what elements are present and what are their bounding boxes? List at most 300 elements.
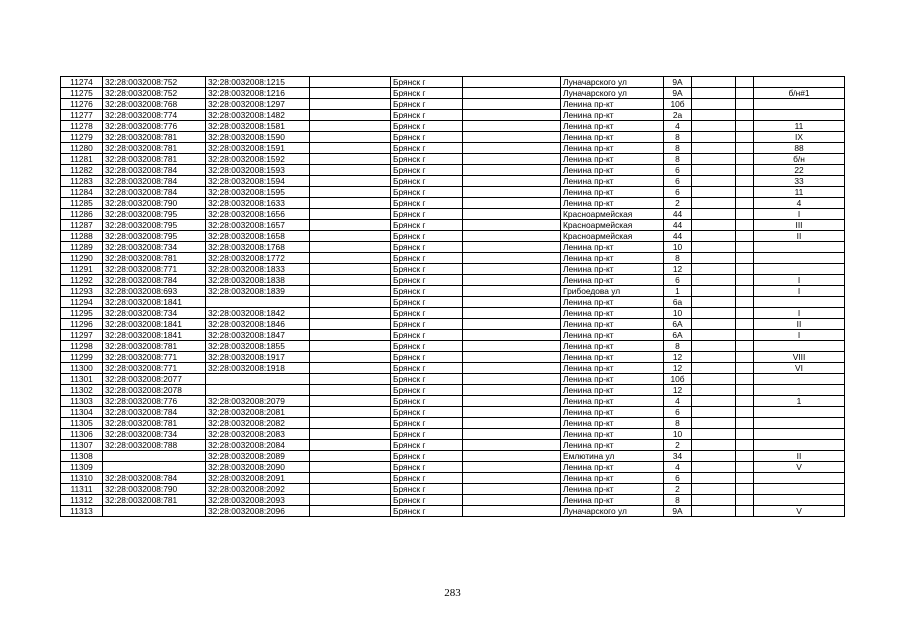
empty-cell	[736, 462, 754, 473]
empty-cell	[463, 429, 561, 440]
empty-cell	[692, 451, 736, 462]
empty-cell	[463, 451, 561, 462]
cadastral-number-cell: 32:28:0032008:1581	[206, 121, 310, 132]
record-number-cell: 11285	[61, 198, 103, 209]
street-cell: Ленина пр-кт	[561, 121, 664, 132]
premises-number-cell: 33	[754, 176, 845, 187]
cadastral-number-cell: 32:28:0032008:1656	[206, 209, 310, 220]
city-cell: Брянск г	[391, 374, 463, 385]
table-row	[61, 484, 845, 495]
cadastral-parent-cell: 32:28:0032008:784	[103, 165, 206, 176]
empty-cell	[310, 484, 391, 495]
record-number-cell: 11311	[61, 484, 103, 495]
empty-cell	[463, 187, 561, 198]
house-number-cell: 9А	[664, 88, 692, 99]
cadastral-number-cell: 32:28:0032008:2082	[206, 418, 310, 429]
record-number-cell: 11304	[61, 407, 103, 418]
cadastral-number-cell	[206, 374, 310, 385]
cadastral-number-cell: 32:28:0032008:1768	[206, 242, 310, 253]
table-row	[61, 473, 845, 484]
empty-cell	[736, 88, 754, 99]
empty-cell	[692, 176, 736, 187]
street-cell: Ленина пр-кт	[561, 110, 664, 121]
street-cell: Ленина пр-кт	[561, 253, 664, 264]
premises-number-cell: II	[754, 319, 845, 330]
street-cell: Ленина пр-кт	[561, 99, 664, 110]
street-cell: Емлютина ул	[561, 451, 664, 462]
empty-cell	[463, 484, 561, 495]
record-number-cell: 11284	[61, 187, 103, 198]
premises-number-cell	[754, 242, 845, 253]
city-cell: Брянск г	[391, 143, 463, 154]
cadastral-number-cell: 32:28:0032008:2081	[206, 407, 310, 418]
table-row	[61, 363, 845, 374]
empty-cell	[736, 297, 754, 308]
empty-cell	[310, 341, 391, 352]
city-cell: Брянск г	[391, 429, 463, 440]
cadastral-number-cell: 32:28:0032008:2089	[206, 451, 310, 462]
table-row	[61, 121, 845, 132]
record-number-cell: 11277	[61, 110, 103, 121]
empty-cell	[463, 143, 561, 154]
record-number-cell: 11307	[61, 440, 103, 451]
page-number: 283	[444, 587, 461, 599]
cadastral-parent-cell: 32:28:0032008:788	[103, 440, 206, 451]
empty-cell	[310, 187, 391, 198]
cadastral-parent-cell: 32:28:0032008:795	[103, 231, 206, 242]
house-number-cell: 44	[664, 209, 692, 220]
premises-number-cell: I	[754, 286, 845, 297]
street-cell: Ленина пр-кт	[561, 143, 664, 154]
house-number-cell: 4	[664, 462, 692, 473]
empty-cell	[736, 308, 754, 319]
record-number-cell: 11298	[61, 341, 103, 352]
empty-cell	[736, 429, 754, 440]
cadastral-parent-cell: 32:28:0032008:693	[103, 286, 206, 297]
premises-number-cell: VI	[754, 363, 845, 374]
cadastral-parent-cell: 32:28:0032008:771	[103, 264, 206, 275]
house-number-cell: 8	[664, 132, 692, 143]
house-number-cell: 6	[664, 187, 692, 198]
house-number-cell: 6	[664, 176, 692, 187]
record-number-cell: 11274	[61, 77, 103, 88]
empty-cell	[463, 253, 561, 264]
cadastral-number-cell: 32:28:0032008:1855	[206, 341, 310, 352]
empty-cell	[692, 407, 736, 418]
table-row	[61, 319, 845, 330]
empty-cell	[692, 286, 736, 297]
empty-cell	[463, 220, 561, 231]
city-cell: Брянск г	[391, 396, 463, 407]
cadastral-parent-cell: 32:28:0032008:771	[103, 352, 206, 363]
empty-cell	[310, 220, 391, 231]
premises-number-cell	[754, 297, 845, 308]
record-number-cell: 11280	[61, 143, 103, 154]
street-cell: Ленина пр-кт	[561, 484, 664, 495]
house-number-cell: 2	[664, 440, 692, 451]
record-number-cell: 11303	[61, 396, 103, 407]
empty-cell	[310, 440, 391, 451]
empty-cell	[463, 275, 561, 286]
table-row	[61, 187, 845, 198]
table-row	[61, 330, 845, 341]
empty-cell	[692, 352, 736, 363]
street-cell: Ленина пр-кт	[561, 462, 664, 473]
premises-number-cell	[754, 440, 845, 451]
house-number-cell: 6А	[664, 330, 692, 341]
empty-cell	[692, 99, 736, 110]
cadastral-parent-cell: 32:28:0032008:781	[103, 495, 206, 506]
cadastral-number-cell	[206, 297, 310, 308]
empty-cell	[692, 253, 736, 264]
street-cell: Ленина пр-кт	[561, 275, 664, 286]
premises-number-cell: I	[754, 308, 845, 319]
empty-cell	[310, 154, 391, 165]
street-cell: Ленина пр-кт	[561, 242, 664, 253]
street-cell: Ленина пр-кт	[561, 132, 664, 143]
empty-cell	[692, 198, 736, 209]
city-cell: Брянск г	[391, 462, 463, 473]
city-cell: Брянск г	[391, 440, 463, 451]
street-cell: Ленина пр-кт	[561, 198, 664, 209]
premises-number-cell	[754, 264, 845, 275]
table-row	[61, 275, 845, 286]
registry-table	[60, 76, 845, 517]
empty-cell	[692, 88, 736, 99]
house-number-cell: 9А	[664, 77, 692, 88]
empty-cell	[310, 462, 391, 473]
table-row	[61, 286, 845, 297]
city-cell: Брянск г	[391, 231, 463, 242]
record-number-cell: 11281	[61, 154, 103, 165]
cadastral-number-cell: 32:28:0032008:1833	[206, 264, 310, 275]
empty-cell	[310, 253, 391, 264]
city-cell: Брянск г	[391, 154, 463, 165]
city-cell: Брянск г	[391, 253, 463, 264]
empty-cell	[463, 418, 561, 429]
cadastral-number-cell: 32:28:0032008:1633	[206, 198, 310, 209]
premises-number-cell	[754, 495, 845, 506]
premises-number-cell	[754, 407, 845, 418]
cadastral-parent-cell: 32:28:0032008:734	[103, 242, 206, 253]
house-number-cell: 2	[664, 198, 692, 209]
premises-number-cell: II	[754, 231, 845, 242]
premises-number-cell	[754, 110, 845, 121]
cadastral-number-cell: 32:28:0032008:1917	[206, 352, 310, 363]
city-cell: Брянск г	[391, 110, 463, 121]
record-number-cell: 11296	[61, 319, 103, 330]
house-number-cell: 1	[664, 286, 692, 297]
empty-cell	[692, 462, 736, 473]
record-number-cell: 11310	[61, 473, 103, 484]
empty-cell	[310, 88, 391, 99]
street-cell: Ленина пр-кт	[561, 396, 664, 407]
house-number-cell: 10	[664, 308, 692, 319]
house-number-cell: 8	[664, 154, 692, 165]
cadastral-parent-cell: 32:28:0032008:774	[103, 110, 206, 121]
cadastral-parent-cell: 32:28:0032008:1841	[103, 319, 206, 330]
cadastral-number-cell: 32:28:0032008:1216	[206, 88, 310, 99]
street-cell: Ленина пр-кт	[561, 297, 664, 308]
premises-number-cell	[754, 418, 845, 429]
city-cell: Брянск г	[391, 407, 463, 418]
city-cell: Брянск г	[391, 209, 463, 220]
empty-cell	[310, 143, 391, 154]
registry-table-body	[61, 77, 845, 517]
table-row	[61, 209, 845, 220]
empty-cell	[463, 110, 561, 121]
record-number-cell: 11309	[61, 462, 103, 473]
cadastral-number-cell: 32:28:0032008:1842	[206, 308, 310, 319]
empty-cell	[310, 132, 391, 143]
street-cell: Грибоедова ул	[561, 286, 664, 297]
cadastral-number-cell: 32:28:0032008:2090	[206, 462, 310, 473]
table-row	[61, 253, 845, 264]
empty-cell	[310, 110, 391, 121]
empty-cell	[736, 374, 754, 385]
city-cell: Брянск г	[391, 385, 463, 396]
house-number-cell: 10	[664, 242, 692, 253]
cadastral-parent-cell: 32:28:0032008:2078	[103, 385, 206, 396]
empty-cell	[463, 198, 561, 209]
street-cell: Ленина пр-кт	[561, 187, 664, 198]
cadastral-number-cell: 32:28:0032008:2096	[206, 506, 310, 517]
house-number-cell: 6а	[664, 297, 692, 308]
empty-cell	[310, 264, 391, 275]
empty-cell	[310, 77, 391, 88]
empty-cell	[736, 352, 754, 363]
premises-number-cell: I	[754, 275, 845, 286]
record-number-cell: 11294	[61, 297, 103, 308]
empty-cell	[463, 88, 561, 99]
empty-cell	[310, 121, 391, 132]
cadastral-parent-cell: 32:28:0032008:781	[103, 132, 206, 143]
house-number-cell: 6	[664, 165, 692, 176]
empty-cell	[736, 418, 754, 429]
cadastral-parent-cell: 32:28:0032008:752	[103, 88, 206, 99]
empty-cell	[463, 231, 561, 242]
house-number-cell: 2	[664, 484, 692, 495]
empty-cell	[692, 396, 736, 407]
premises-number-cell: IX	[754, 132, 845, 143]
cadastral-number-cell: 32:28:0032008:1839	[206, 286, 310, 297]
empty-cell	[692, 132, 736, 143]
empty-cell	[310, 506, 391, 517]
cadastral-number-cell: 32:28:0032008:2093	[206, 495, 310, 506]
premises-number-cell: II	[754, 451, 845, 462]
premises-number-cell	[754, 374, 845, 385]
premises-number-cell: I	[754, 330, 845, 341]
cadastral-parent-cell: 32:28:0032008:781	[103, 154, 206, 165]
empty-cell	[310, 99, 391, 110]
table-row	[61, 374, 845, 385]
cadastral-parent-cell: 32:28:0032008:795	[103, 220, 206, 231]
cadastral-parent-cell: 32:28:0032008:784	[103, 176, 206, 187]
house-number-cell: 34	[664, 451, 692, 462]
empty-cell	[463, 77, 561, 88]
empty-cell	[310, 275, 391, 286]
empty-cell	[736, 154, 754, 165]
empty-cell	[463, 363, 561, 374]
empty-cell	[736, 506, 754, 517]
empty-cell	[736, 484, 754, 495]
record-number-cell: 11293	[61, 286, 103, 297]
house-number-cell: 8	[664, 143, 692, 154]
empty-cell	[736, 286, 754, 297]
table-row	[61, 341, 845, 352]
record-number-cell: 11308	[61, 451, 103, 462]
house-number-cell: 8	[664, 418, 692, 429]
city-cell: Брянск г	[391, 352, 463, 363]
cadastral-number-cell: 32:28:0032008:1658	[206, 231, 310, 242]
city-cell: Брянск г	[391, 220, 463, 231]
empty-cell	[692, 264, 736, 275]
cadastral-parent-cell	[103, 506, 206, 517]
record-number-cell: 11300	[61, 363, 103, 374]
city-cell: Брянск г	[391, 264, 463, 275]
cadastral-parent-cell: 32:28:0032008:1841	[103, 297, 206, 308]
street-cell: Красноармейская	[561, 220, 664, 231]
street-cell: Ленина пр-кт	[561, 418, 664, 429]
record-number-cell: 11275	[61, 88, 103, 99]
empty-cell	[463, 132, 561, 143]
empty-cell	[736, 77, 754, 88]
street-cell: Ленина пр-кт	[561, 374, 664, 385]
empty-cell	[692, 242, 736, 253]
empty-cell	[736, 99, 754, 110]
empty-cell	[736, 143, 754, 154]
empty-cell	[310, 198, 391, 209]
record-number-cell: 11295	[61, 308, 103, 319]
table-row	[61, 242, 845, 253]
empty-cell	[310, 385, 391, 396]
cadastral-parent-cell: 32:28:0032008:734	[103, 308, 206, 319]
premises-number-cell: б/н	[754, 154, 845, 165]
premises-number-cell	[754, 77, 845, 88]
empty-cell	[692, 473, 736, 484]
empty-cell	[463, 99, 561, 110]
empty-cell	[463, 242, 561, 253]
empty-cell	[463, 154, 561, 165]
empty-cell	[736, 363, 754, 374]
cadastral-parent-cell: 32:28:0032008:1841	[103, 330, 206, 341]
empty-cell	[463, 352, 561, 363]
house-number-cell: 10б	[664, 99, 692, 110]
street-cell: Ленина пр-кт	[561, 176, 664, 187]
city-cell: Брянск г	[391, 341, 463, 352]
empty-cell	[692, 231, 736, 242]
empty-cell	[692, 143, 736, 154]
empty-cell	[692, 319, 736, 330]
empty-cell	[736, 440, 754, 451]
record-number-cell: 11306	[61, 429, 103, 440]
city-cell: Брянск г	[391, 495, 463, 506]
cadastral-number-cell: 32:28:0032008:1847	[206, 330, 310, 341]
cadastral-number-cell: 32:28:0032008:1590	[206, 132, 310, 143]
street-cell: Красноармейская	[561, 209, 664, 220]
cadastral-parent-cell: 32:28:0032008:784	[103, 187, 206, 198]
street-cell: Ленина пр-кт	[561, 165, 664, 176]
table-row	[61, 132, 845, 143]
record-number-cell: 11305	[61, 418, 103, 429]
table-row	[61, 440, 845, 451]
table-row	[61, 88, 845, 99]
empty-cell	[310, 330, 391, 341]
cadastral-parent-cell: 32:28:0032008:784	[103, 473, 206, 484]
empty-cell	[692, 275, 736, 286]
empty-cell	[692, 209, 736, 220]
house-number-cell: 6А	[664, 319, 692, 330]
house-number-cell: 10б	[664, 374, 692, 385]
empty-cell	[736, 242, 754, 253]
city-cell: Брянск г	[391, 418, 463, 429]
empty-cell	[310, 374, 391, 385]
empty-cell	[310, 165, 391, 176]
table-row	[61, 77, 845, 88]
table-row	[61, 407, 845, 418]
table-row	[61, 385, 845, 396]
empty-cell	[692, 297, 736, 308]
empty-cell	[736, 495, 754, 506]
cadastral-parent-cell: 32:28:0032008:768	[103, 99, 206, 110]
city-cell: Брянск г	[391, 297, 463, 308]
city-cell: Брянск г	[391, 165, 463, 176]
street-cell: Ленина пр-кт	[561, 407, 664, 418]
empty-cell	[463, 209, 561, 220]
house-number-cell: 4	[664, 121, 692, 132]
table-row	[61, 297, 845, 308]
empty-cell	[736, 264, 754, 275]
cadastral-number-cell: 32:28:0032008:1592	[206, 154, 310, 165]
premises-number-cell: 1	[754, 396, 845, 407]
record-number-cell: 11290	[61, 253, 103, 264]
empty-cell	[736, 319, 754, 330]
empty-cell	[692, 418, 736, 429]
cadastral-number-cell: 32:28:0032008:1297	[206, 99, 310, 110]
empty-cell	[736, 110, 754, 121]
table-row	[61, 165, 845, 176]
empty-cell	[692, 220, 736, 231]
empty-cell	[692, 341, 736, 352]
table-row	[61, 220, 845, 231]
city-cell: Брянск г	[391, 308, 463, 319]
empty-cell	[692, 308, 736, 319]
cadastral-parent-cell: 32:28:0032008:752	[103, 77, 206, 88]
empty-cell	[310, 429, 391, 440]
empty-cell	[692, 110, 736, 121]
empty-cell	[736, 330, 754, 341]
empty-cell	[692, 154, 736, 165]
street-cell: Ленина пр-кт	[561, 473, 664, 484]
empty-cell	[736, 209, 754, 220]
city-cell: Брянск г	[391, 506, 463, 517]
city-cell: Брянск г	[391, 132, 463, 143]
street-cell: Красноармейская	[561, 231, 664, 242]
cadastral-parent-cell	[103, 462, 206, 473]
cadastral-parent-cell: 32:28:0032008:795	[103, 209, 206, 220]
city-cell: Брянск г	[391, 121, 463, 132]
record-number-cell: 11278	[61, 121, 103, 132]
house-number-cell: 8	[664, 341, 692, 352]
empty-cell	[310, 396, 391, 407]
empty-cell	[692, 385, 736, 396]
empty-cell	[736, 451, 754, 462]
empty-cell	[736, 407, 754, 418]
table-row	[61, 308, 845, 319]
house-number-cell: 4	[664, 396, 692, 407]
empty-cell	[736, 341, 754, 352]
city-cell: Брянск г	[391, 88, 463, 99]
